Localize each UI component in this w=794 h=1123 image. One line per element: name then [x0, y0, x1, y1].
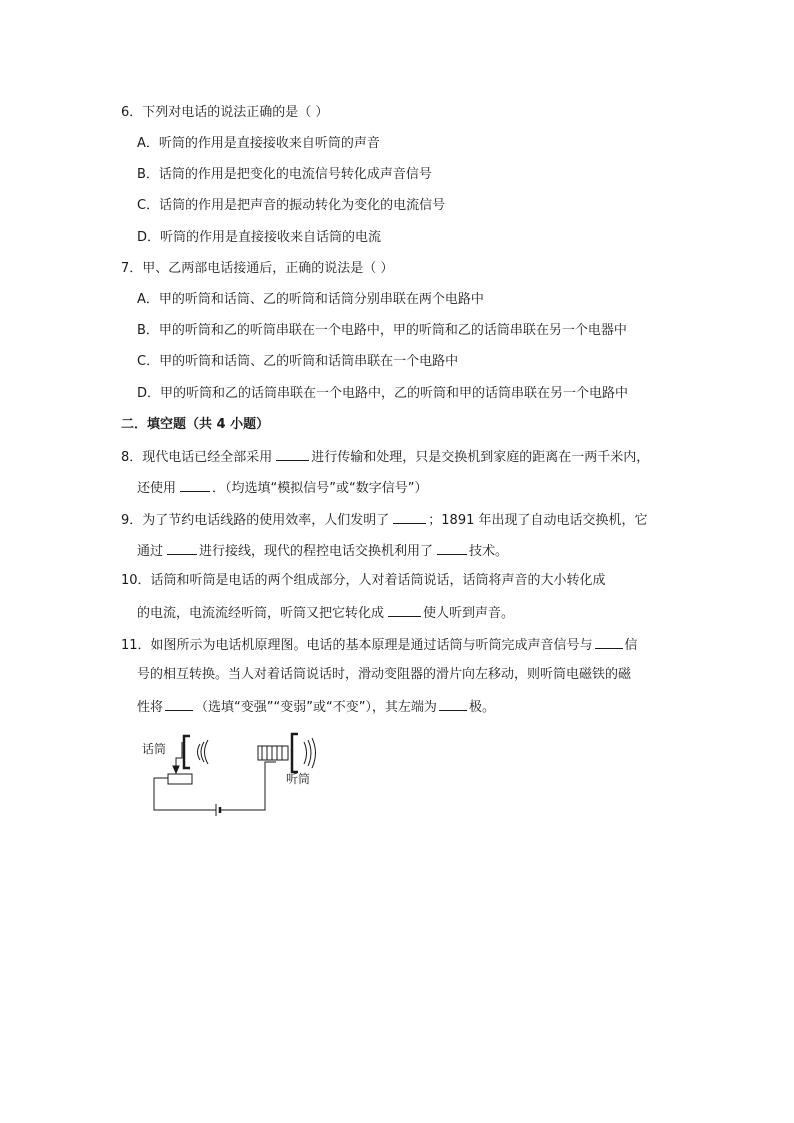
answer-blank[interactable]: [388, 602, 421, 617]
q6-option-b: B．话筒的作用是把变化的电流信号转化成声音信号: [137, 167, 432, 182]
answer-blank[interactable]: [167, 540, 197, 555]
q7-stem: 7．甲、乙两部电话接通后，正确的说法是（ ）: [121, 261, 394, 276]
q11-text: 性将: [137, 700, 164, 715]
coil-windings-icon: [262, 746, 282, 760]
q6-stem: 6．下列对电话的说法正确的是（ ）: [121, 105, 329, 120]
q6-option-d: D．听筒的作用是直接接收来自话筒的电流: [137, 230, 382, 245]
q11-text: 极。: [468, 700, 495, 715]
answer-blank[interactable]: [439, 696, 467, 711]
q10-text: 使人听到声音。: [423, 606, 515, 621]
q9-text: 进行接线，现代的程控电话交换机利用了: [199, 544, 434, 559]
q11-text: 信: [624, 638, 638, 653]
answer-blank[interactable]: [165, 696, 193, 711]
rheostat-icon: [168, 774, 192, 784]
q8-text: 还使用: [137, 481, 177, 496]
slider-arrow-icon: [173, 766, 179, 773]
sound-wave-icon: [205, 740, 209, 764]
q9-text: 技术。: [469, 544, 509, 559]
q7-option-c: C．甲的听筒和话筒、乙的听筒和话筒串联在一个电路中: [137, 354, 459, 369]
q10-line-2: [137, 602, 514, 624]
q11-line-3: [137, 696, 495, 718]
mic-diaphragm-icon: [184, 736, 190, 768]
q11-text: （选填“变强”“变弱”或“不变”），其左端为: [195, 700, 437, 715]
q11-line-2: 号的相互转换。当人对着话筒说话时，滑动变阻器的滑片向左移动，则听筒电磁铁的磁: [137, 667, 632, 682]
wire: [232, 762, 276, 810]
q10-line-1: 10．话筒和听筒是电话的两个组成部分，人对着话筒说话，话筒将声音的大小转化成: [121, 573, 606, 588]
q10-text: 的电流，电流流经听筒，听筒又把它转化成: [137, 606, 385, 621]
q9-line-2: [137, 540, 508, 562]
q8-line-1: [121, 446, 649, 468]
answer-blank[interactable]: [437, 540, 467, 555]
sound-wave-icon: [312, 738, 316, 768]
q9-line-1: [121, 509, 648, 531]
section-heading: 二．填空题（共 4 小题）: [121, 417, 270, 432]
q7-option-b: B．甲的听筒和乙的听筒串联在一个电路中，甲的听筒和乙的话筒串联在另一个电器中: [137, 323, 627, 338]
sound-wave-icon: [201, 742, 204, 762]
answer-blank[interactable]: [180, 477, 210, 492]
q11-line-1: [121, 634, 638, 656]
receiver-diaphragm-icon: [292, 734, 298, 772]
telephone-circuit-figure: [140, 730, 330, 816]
q8-line-2: [137, 477, 427, 499]
answer-blank[interactable]: [595, 634, 623, 649]
q9-text: ；1891 年出现了自动电话交换机，它: [428, 513, 648, 528]
q6-option-c: C．话筒的作用是把声音的振动转化为变化的电流信号: [137, 198, 446, 213]
q7-option-a: A．甲的听筒和话筒、乙的听筒和话筒分别串联在两个电路中: [137, 292, 484, 307]
sound-wave-icon: [308, 740, 311, 766]
q9-text: 9．为了节约电话线路的使用效率，人们发明了: [121, 513, 390, 528]
answer-blank[interactable]: [393, 509, 426, 524]
q9-text: 通过: [137, 544, 164, 559]
sound-wave-icon: [198, 744, 201, 760]
answer-blank[interactable]: [276, 446, 309, 461]
wire: [154, 778, 216, 810]
receiver-label: 听筒: [286, 772, 311, 786]
mic-label: 话筒: [142, 742, 167, 756]
q7-option-d: D．甲的听筒和乙的话筒串联在一个电路中，乙的听筒和甲的话筒串联在另一个电路中: [137, 386, 629, 401]
q8-text: 8．现代电话已经全部采用: [121, 450, 273, 465]
q11-text: 11．如图所示为电话机原理图。电话的基本原理是通过话筒与听筒完成声音信号与: [121, 638, 593, 653]
q8-text: 进行传输和处理，只是交换机到家庭的距离在一两千米内，: [311, 450, 650, 465]
q8-text: ．（均选填“模拟信号”或“数字信号”）: [212, 481, 428, 496]
q6-option-a: A．听筒的作用是直接接收来自听筒的声音: [137, 136, 380, 151]
sound-wave-icon: [304, 742, 307, 764]
